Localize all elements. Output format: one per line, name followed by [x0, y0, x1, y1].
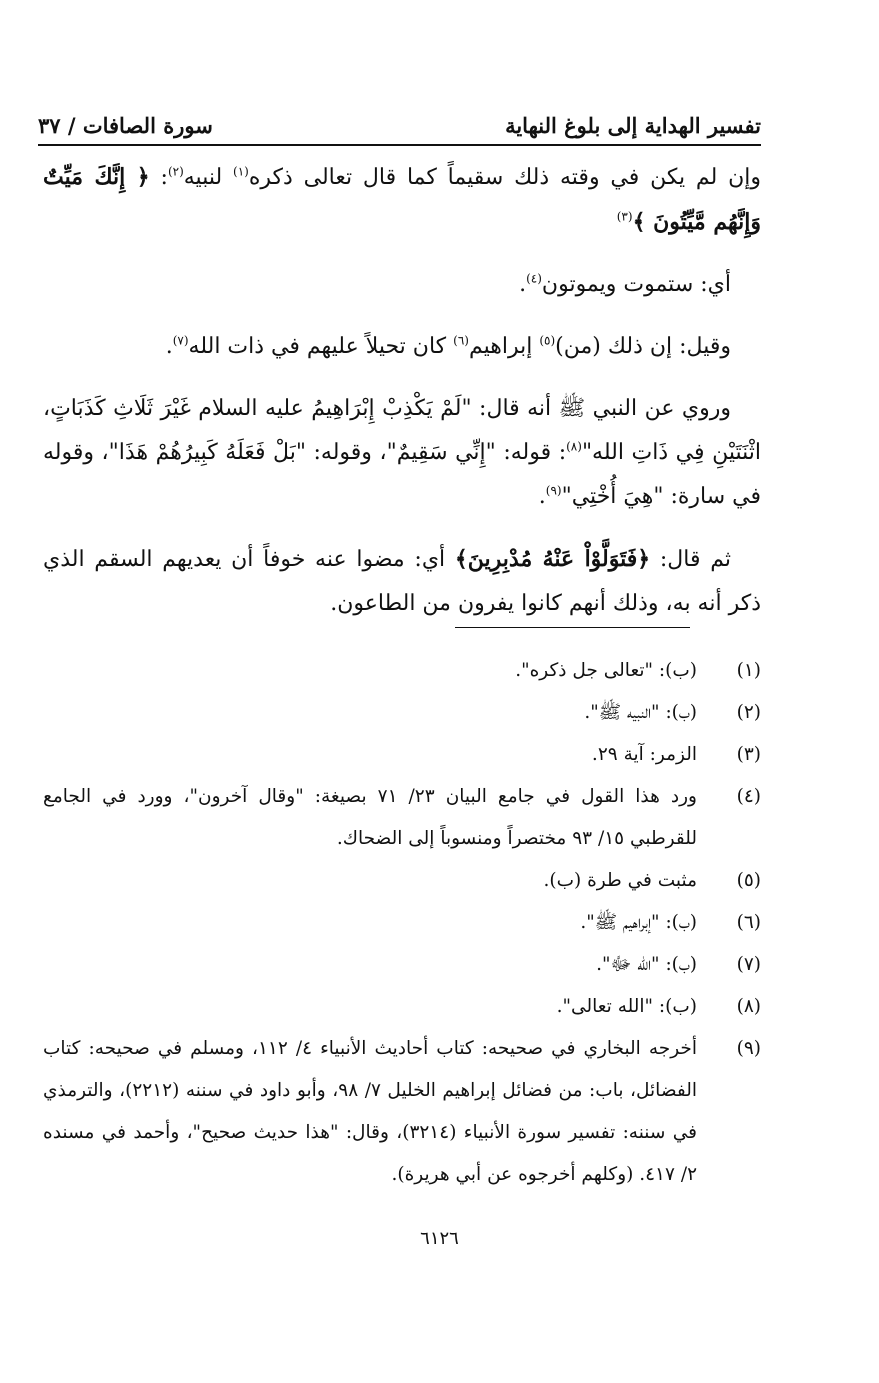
text-segment: كان تحيلاً عليهم في ذات الله — [188, 334, 454, 359]
footnote-number: (٦) — [736, 912, 761, 933]
footnote-item — [43, 650, 761, 692]
footnote-text: (ب): "إبراهيم ﷺ". — [580, 912, 697, 933]
footnote-ref: (٩) — [545, 483, 562, 498]
footnote-ref: (٨) — [566, 439, 582, 454]
footnote-number: (٨) — [736, 996, 761, 1017]
text-segment: إبراهيم — [468, 334, 540, 359]
footnote-ref: (٥) — [539, 333, 556, 348]
footnote-text: ورد هذا القول في جامع البيان ٢٣/ ٧١ بصيغة: "وقال آخرون"، وورد في الجامع للقرطبي ١٥/ ٩٣ مختصراً ومنسوباً إلى الضحاك. — [43, 786, 697, 849]
footnote-number: (٣) — [736, 744, 761, 765]
footnote-item — [43, 902, 761, 944]
running-header — [38, 100, 761, 146]
footnote-ref: (٢) — [167, 164, 184, 179]
footnote-item — [43, 986, 761, 1028]
footnote-item — [43, 734, 761, 776]
paragraph-1 — [43, 155, 761, 245]
text-segment: وإن لم يكن في وقته ذلك سقيماً كما قال تعالى ذكره — [248, 165, 761, 190]
text-segment: . — [165, 334, 173, 359]
page-number: ٦١٢٦ — [420, 1228, 459, 1249]
footnote-text: (ب): "النبيه ﷺ". — [584, 702, 697, 723]
footnote-number: (٩) — [736, 1038, 761, 1059]
footnote-item — [43, 860, 761, 902]
footnote-text: الزمر: آية ٢٩. — [591, 744, 697, 765]
footnote-number: (١) — [736, 660, 761, 681]
book-title: تفسير الهداية إلى بلوغ النهاية — [505, 113, 761, 138]
text-segment: وقيل: إن ذلك (من) — [555, 334, 731, 359]
paragraph-5 — [43, 537, 761, 626]
footnote-text: (ب): "الله تعالى". — [556, 996, 697, 1017]
surah-label: سورة الصافات / ٣٧ — [38, 113, 213, 138]
footnote-text: (ب): "تعالى جل ذكره". — [515, 660, 697, 681]
footnote-ref: (٧) — [172, 333, 189, 348]
footnote-ref: (٣) — [616, 209, 633, 224]
quran-verse: ﴿ إِنَّكَ مَيِّتٌ وَإِنَّهُم مَّيِّتُونَ ﴾ — [43, 164, 761, 235]
text-segment: . — [538, 484, 546, 509]
footnote-number: (٤) — [736, 786, 761, 807]
quran-verse: ﴿فَتَوَلَّوْاْ عَنْهُ مُدْبِرِينَ﴾ — [454, 546, 651, 572]
footnote-ref: (١) — [233, 164, 249, 179]
text-segment: أي: مضوا عنه خوفاً أن يعديهم السقم الذي ذكر أنه به، وذلك أنهم كانوا يفرون من الطاعون. — [43, 547, 761, 616]
footnote-text: (ب): "الله ﷻ". — [596, 954, 697, 975]
footnote-ref: (٦) — [453, 333, 469, 348]
footnote-text: مثبت في طرة (ب). — [543, 870, 697, 891]
footnote-ref: (٤) — [526, 271, 542, 286]
text-segment: : قوله: "إِنِّي سَقِيمٌ"، وقوله: "بَلْ فَعَلَهُ كَبِيرُهُمْ هَذَا"، وقوله في سارة: "هِيَ أُخْتِي" — [43, 440, 761, 509]
footnotes-list — [43, 650, 761, 1196]
main-text — [43, 155, 761, 644]
text-segment: : — [149, 165, 168, 190]
footnote-item — [43, 776, 761, 860]
text-segment: ثم قال: — [650, 547, 731, 572]
paragraph-3 — [43, 325, 761, 369]
footnote-item — [43, 1028, 761, 1196]
text-segment: أي: ستموت ويموتون — [541, 272, 731, 297]
footnote-number: (٧) — [736, 954, 761, 975]
text-segment: لنبيه — [183, 165, 234, 190]
paragraph-2 — [43, 263, 761, 307]
footnote-item — [43, 944, 761, 986]
paragraph-4 — [43, 387, 761, 519]
footnote-number: (٢) — [736, 702, 761, 723]
footnote-number: (٥) — [736, 870, 761, 891]
text-segment: وروي عن النبي ﷺ أنه قال: "لَمْ يَكْذِبْ إِبْرَاهِيمُ عليه السلام غَيْرَ ثَلَاثِ كَذَبَاتٍ، اثْنَتَيْنِ فِي ذَاتِ الله" — [43, 396, 761, 465]
footnote-text: أخرجه البخاري في صحيحه: كتاب أحاديث الأنبياء ٤/ ١١٢، ومسلم في صحيحه: كتاب الفضائل، باب: من فضائل إبراهيم الخليل ٧/ ٩٨، وأبو داود في سننه (٢٢١٢)، والترمذي في سننه: تفسير سورة الأنبياء (٣٢١٤)، وقال: "هذا حديث صحيح"، وأحمد في مسنده ٢/ ٤١٧. (وكلهم أخرجوه عن أبي هريرة). — [43, 1038, 697, 1185]
text-segment: . — [519, 272, 527, 297]
footnote-item — [43, 692, 761, 734]
footnote-separator — [455, 627, 690, 628]
